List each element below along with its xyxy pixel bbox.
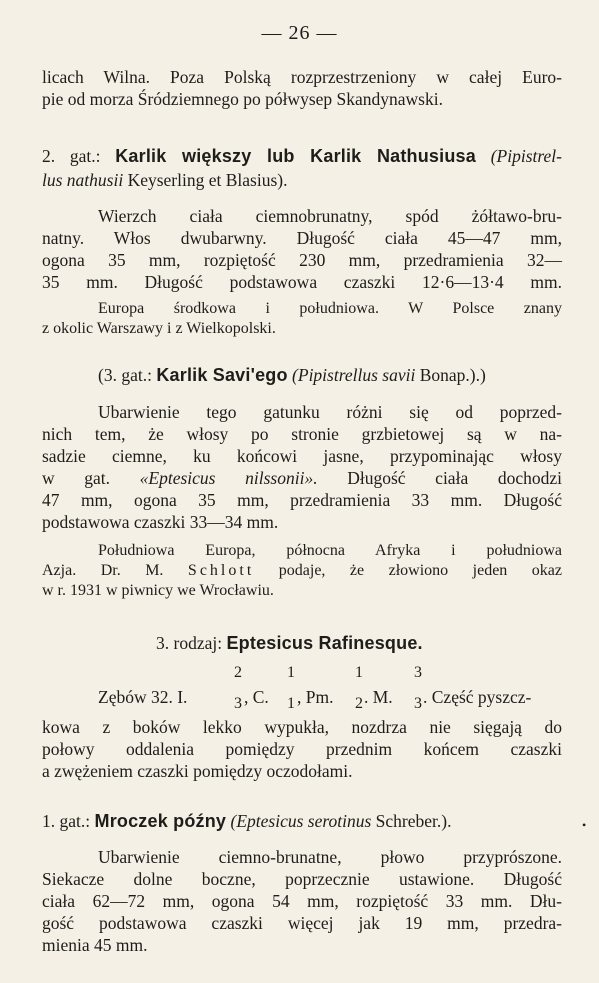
text-line: natny. Włos dwubarwny. Długość ciała 45—47 mm,: [42, 228, 562, 248]
genus-name: Eptesicus Rafinesque.: [226, 633, 423, 653]
text-line: a zwężeniem czaszki pomiędzy oczodołami.: [42, 761, 353, 781]
text-line: w r. 1931 w piwnicy we Wrocławiu.: [42, 582, 274, 599]
text-line: kowa z boków lekko wypukła, nozdrza nie sięgają do: [42, 717, 562, 737]
latin-name: (Pipistrellus savii: [292, 365, 416, 385]
text-line: z okolic Warszawy i z Wielkopolski.: [42, 320, 276, 337]
text-line: ogona 35 mm, rozpiętość 230 mm, przedramienia 32—: [42, 250, 562, 270]
species-number: 1. gat.:: [42, 811, 91, 831]
dental-formula: Zębów 32. I. 2 3 , C. 1 1 , Pm. 1 2 . M. 3 3 . Część pyszcz-: [98, 664, 532, 712]
species-name: Karlik większy lub Karlik Nathusiusa: [115, 146, 476, 166]
text-line: Wierzch ciała ciemnobrunatny, spód żółtawo-bru-: [98, 206, 562, 226]
species-heading: [42, 145, 562, 167]
text-line: 35 mm. Długość podstawowa czaszki 12·6—13·4 mm.: [42, 272, 562, 292]
text-line: Południowa Europa, północna Afryka i południowa: [98, 542, 562, 559]
text-line: Siekacze dolne boczne, poprzecznie ustawione. Długość: [42, 869, 562, 889]
latin-name: lus nathusii: [42, 170, 124, 190]
text-line: Europa środkowa i południowa. W Polsce znany: [98, 300, 562, 317]
text-line: Ubarwienie ciemno-brunatne, płowo przyprószone.: [98, 847, 562, 867]
species-name: Karlik Savi'ego: [156, 365, 288, 385]
text-line: podstawowa czaszki 33—34 mm.: [42, 512, 279, 532]
text-line: nich tem, że włosy po stronie grzbietowej są w na-: [42, 424, 562, 444]
genus-prefix: 3. rodzaj:: [156, 633, 223, 653]
text-line: licach Wilna. Poza Polską rozprzestrzeniony w całej Euro-: [42, 67, 562, 87]
text-line: połowy oddalenia pomiędzy przednim końcem czaszki: [42, 739, 562, 759]
species-heading: [98, 364, 486, 386]
species-number: (3. gat.:: [98, 365, 152, 385]
text-line: Ubarwienie tego gatunku różni się od poprzed-: [98, 402, 562, 422]
species-number: 2. gat.:: [42, 146, 101, 166]
text-line: gość podstawowa czaszki więcej jak 19 mm, przedra-: [42, 913, 562, 933]
author-name: Schlott: [187, 562, 255, 579]
text-line: sadzie ciemne, ku końcowi jasne, przypominając włosy: [42, 446, 562, 466]
author: Schreber.).: [375, 811, 452, 831]
text-line: pie od morza Śródziemnego po półwysep Skandynawski.: [42, 89, 443, 109]
species-heading: [42, 810, 451, 832]
text-line: ciała 62—72 mm, ogona 54 mm, rozpiętość 33 mm. Dłu-: [42, 891, 562, 911]
page-number: — 26 —: [261, 22, 338, 44]
text-line: w gat. «Eptesicus nilssonii». Długość ciała dochodzi: [42, 468, 562, 488]
text-line: 47 mm, ogona 35 mm, przedramienia 33 mm. Długość: [42, 490, 562, 510]
author: Keyserling et Blasius).: [127, 170, 288, 190]
genus-heading: [156, 632, 423, 654]
latin-name: (Eptesicus serotinus: [230, 811, 372, 831]
author: Bonap.).): [419, 365, 486, 385]
latin-name: «Eptesicus nilssonii».: [139, 468, 318, 488]
species-heading-cont: [42, 169, 287, 191]
species-name: Mroczek późny: [94, 811, 227, 831]
latin-name: (Pipistrel-: [490, 146, 562, 166]
text-line: mienia 45 mm.: [42, 935, 148, 955]
stray-mark: •: [582, 818, 587, 832]
text-line: Azja. Dr. M. Schlott podaje, że złowiono jeden okaz: [42, 562, 562, 579]
